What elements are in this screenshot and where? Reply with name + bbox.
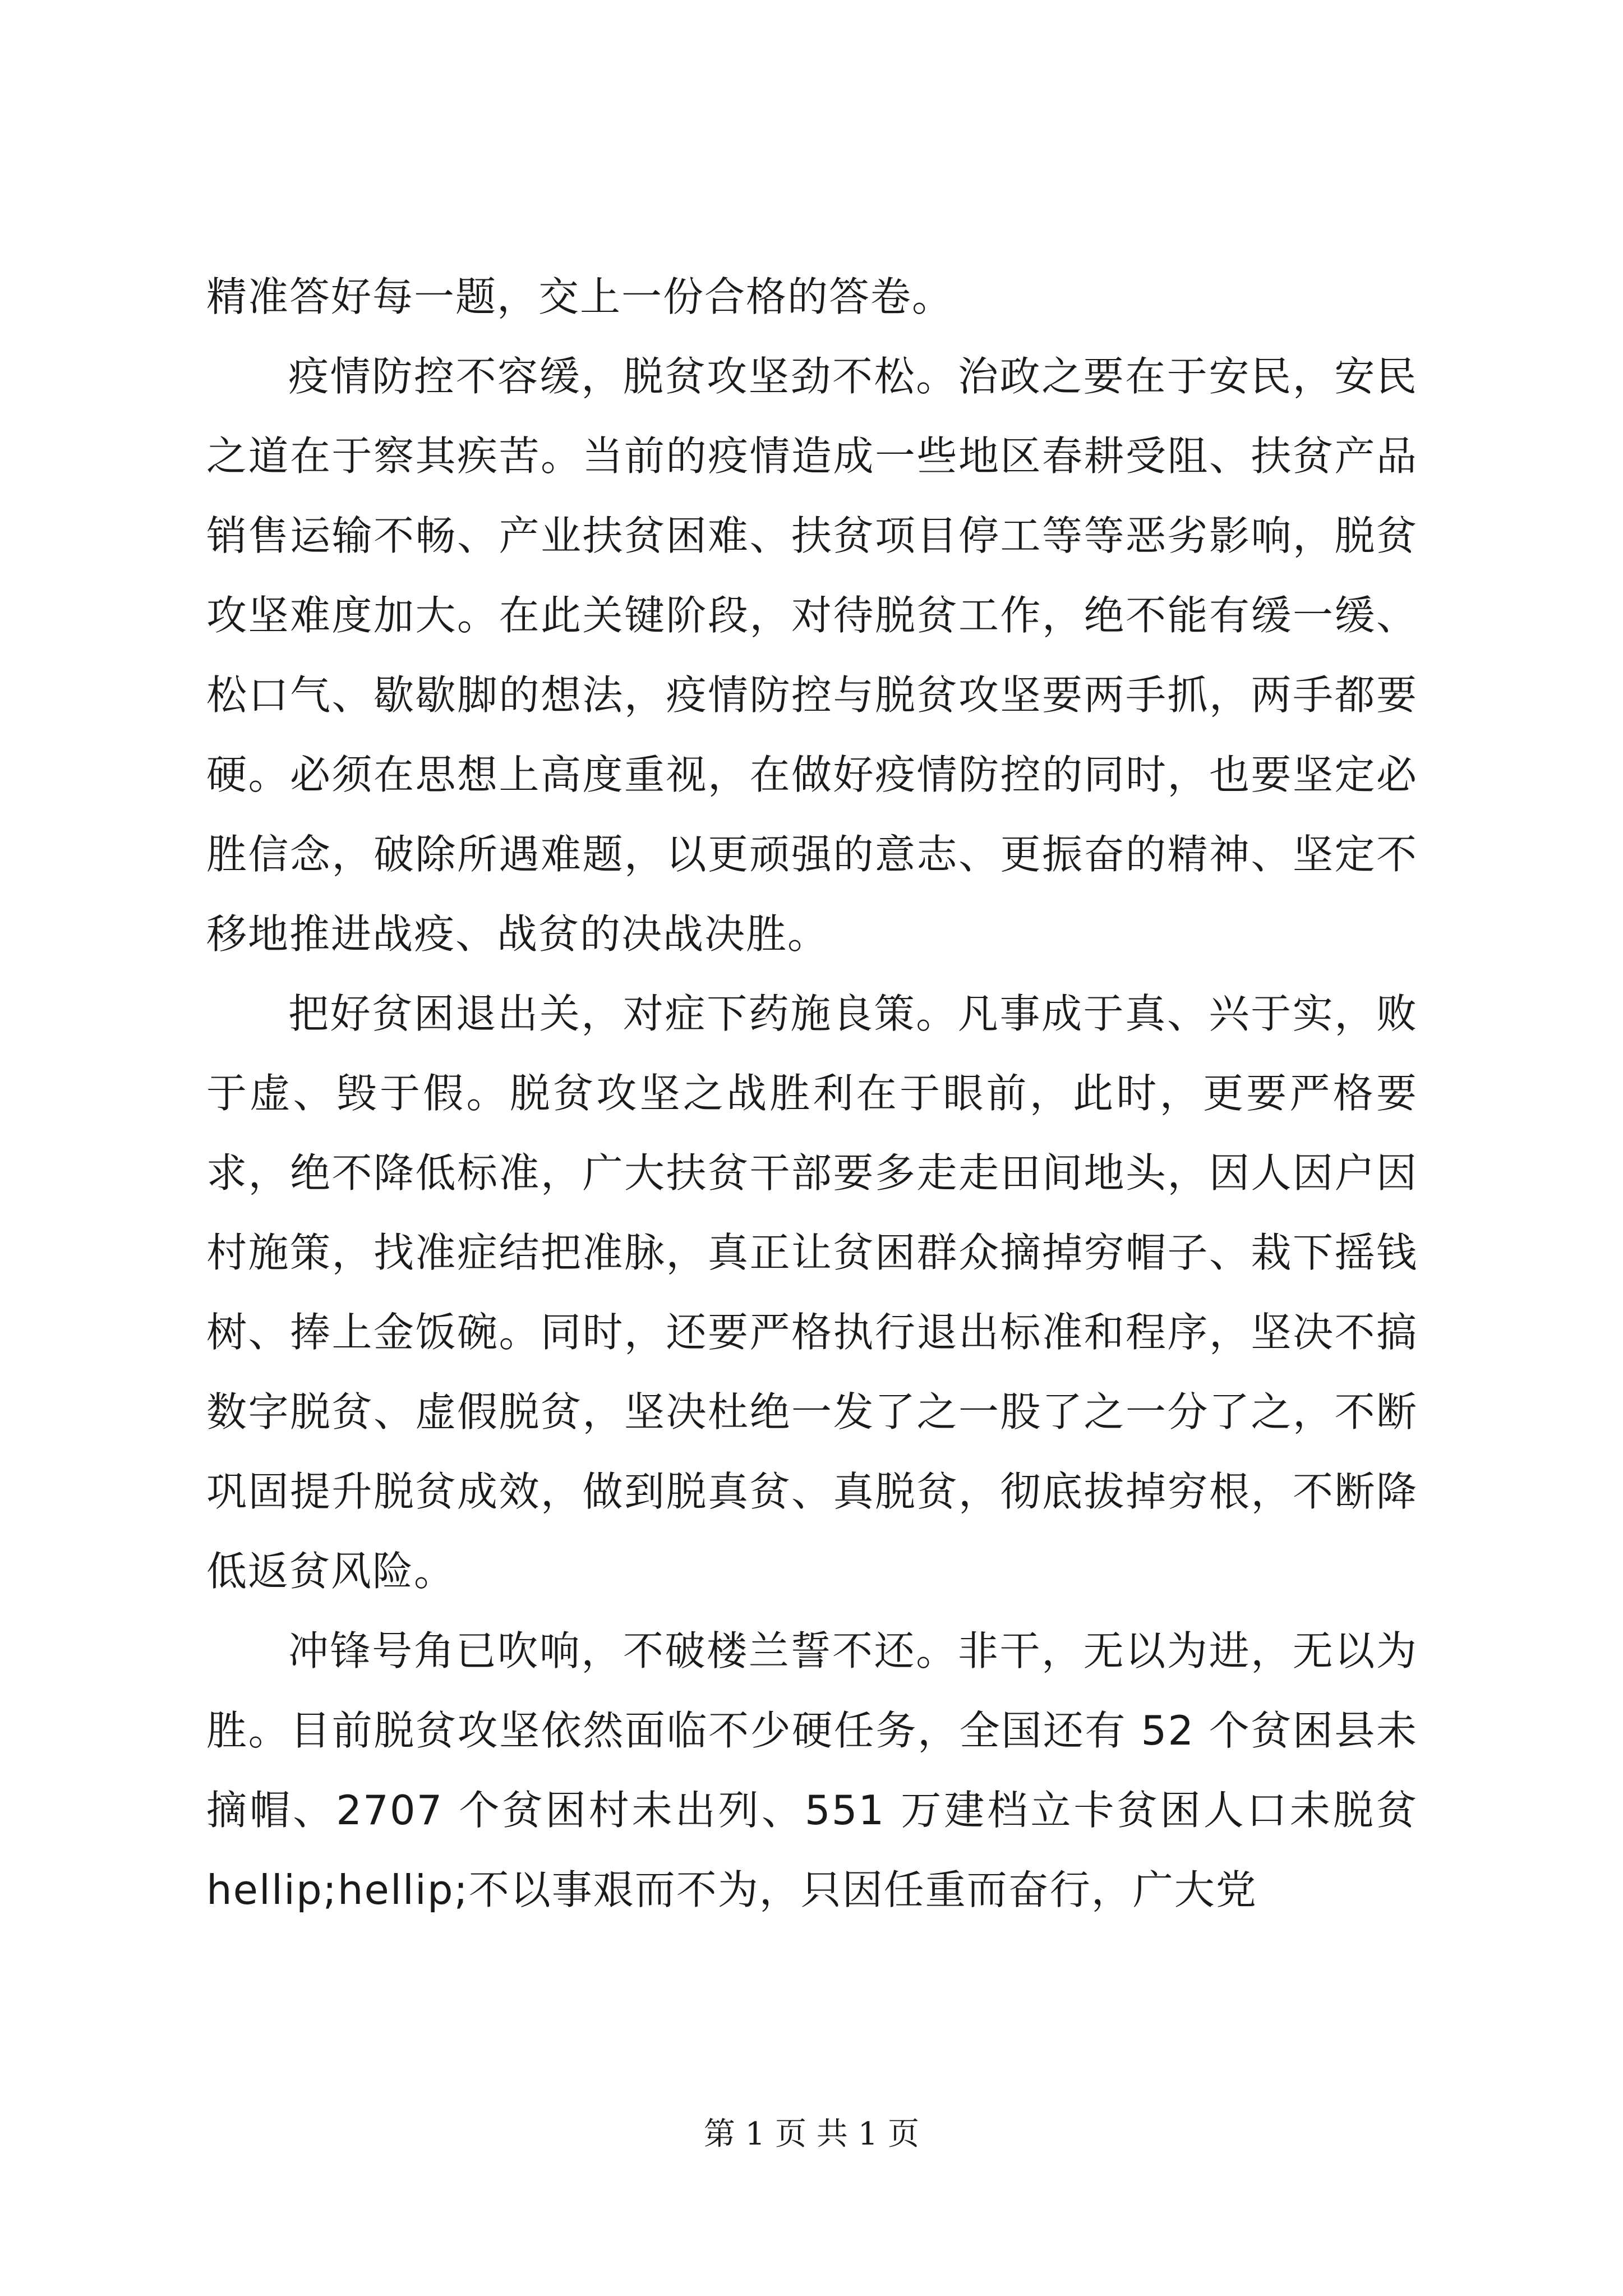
paragraph-charge-bugle: 冲锋号角已吹响，不破楼兰誓不还。非干，无以为进，无以为胜。目前脱贫攻坚依然面临不少硬任务，全国还有 52 个贫困县未摘帽、2707 个贫困村未出列、551 万建档立卡贫困人口未脱贫 hellip;hellip;不以事艰而不为，只因任重而奋行，广大党 [206, 1627, 1418, 1913]
paragraph-poverty-exit: 把好贫困退出关，对症下药施良策。凡事成于真、兴于实，败于虚、毁于假。脱贫攻坚之战胜利在于眼前，此时，更要严格要求，绝不降低标准，广大扶贫干部要多走走田间地头，因人因户因村施策，找准症结把准脉，真正让贫困群众摘掉穷帽子、栽下摇钱树、捧上金饭碗。同时，还要严格执行退出标准和程序，坚决不搞数字脱贫、虚假脱贫，坚决杜绝一发了之一股了之一分了之，不断巩固提升脱贫成效，做到脱真贫、真脱贫，彻底拔掉穷根，不断降低返贫风险。 [206, 990, 1418, 1595]
paragraph-epidemic-prevention: 疫情防控不容缓，脱贫攻坚劲不松。治政之要在于安民，安民之道在于察其疾苦。当前的疫情造成一些地区春耕受阻、扶贫产品销售运输不畅、产业扶贫困难、扶贫项目停工等等恶劣影响，脱贫攻坚难度加大。在此关键阶段，对待脱贫工作，绝不能有缓一缓、松口气、歇歇脚的想法，疫情防控与脱贫攻坚要两手抓，两手都要硬。必须在思想上高度重视，在做好疫情防控的同时，也要坚定必胜信念，破除所遇难题，以更顽强的意志、更振奋的精神、坚定不移地推进战疫、战贫的决战决胜。 [206, 353, 1418, 958]
paragraph-continuation: 精准答好每一题，交上一份合格的答卷。 [206, 273, 954, 320]
document-body [206, 257, 1418, 1930]
page-footer: 第 1 页 共 1 页 [703, 2116, 920, 2152]
